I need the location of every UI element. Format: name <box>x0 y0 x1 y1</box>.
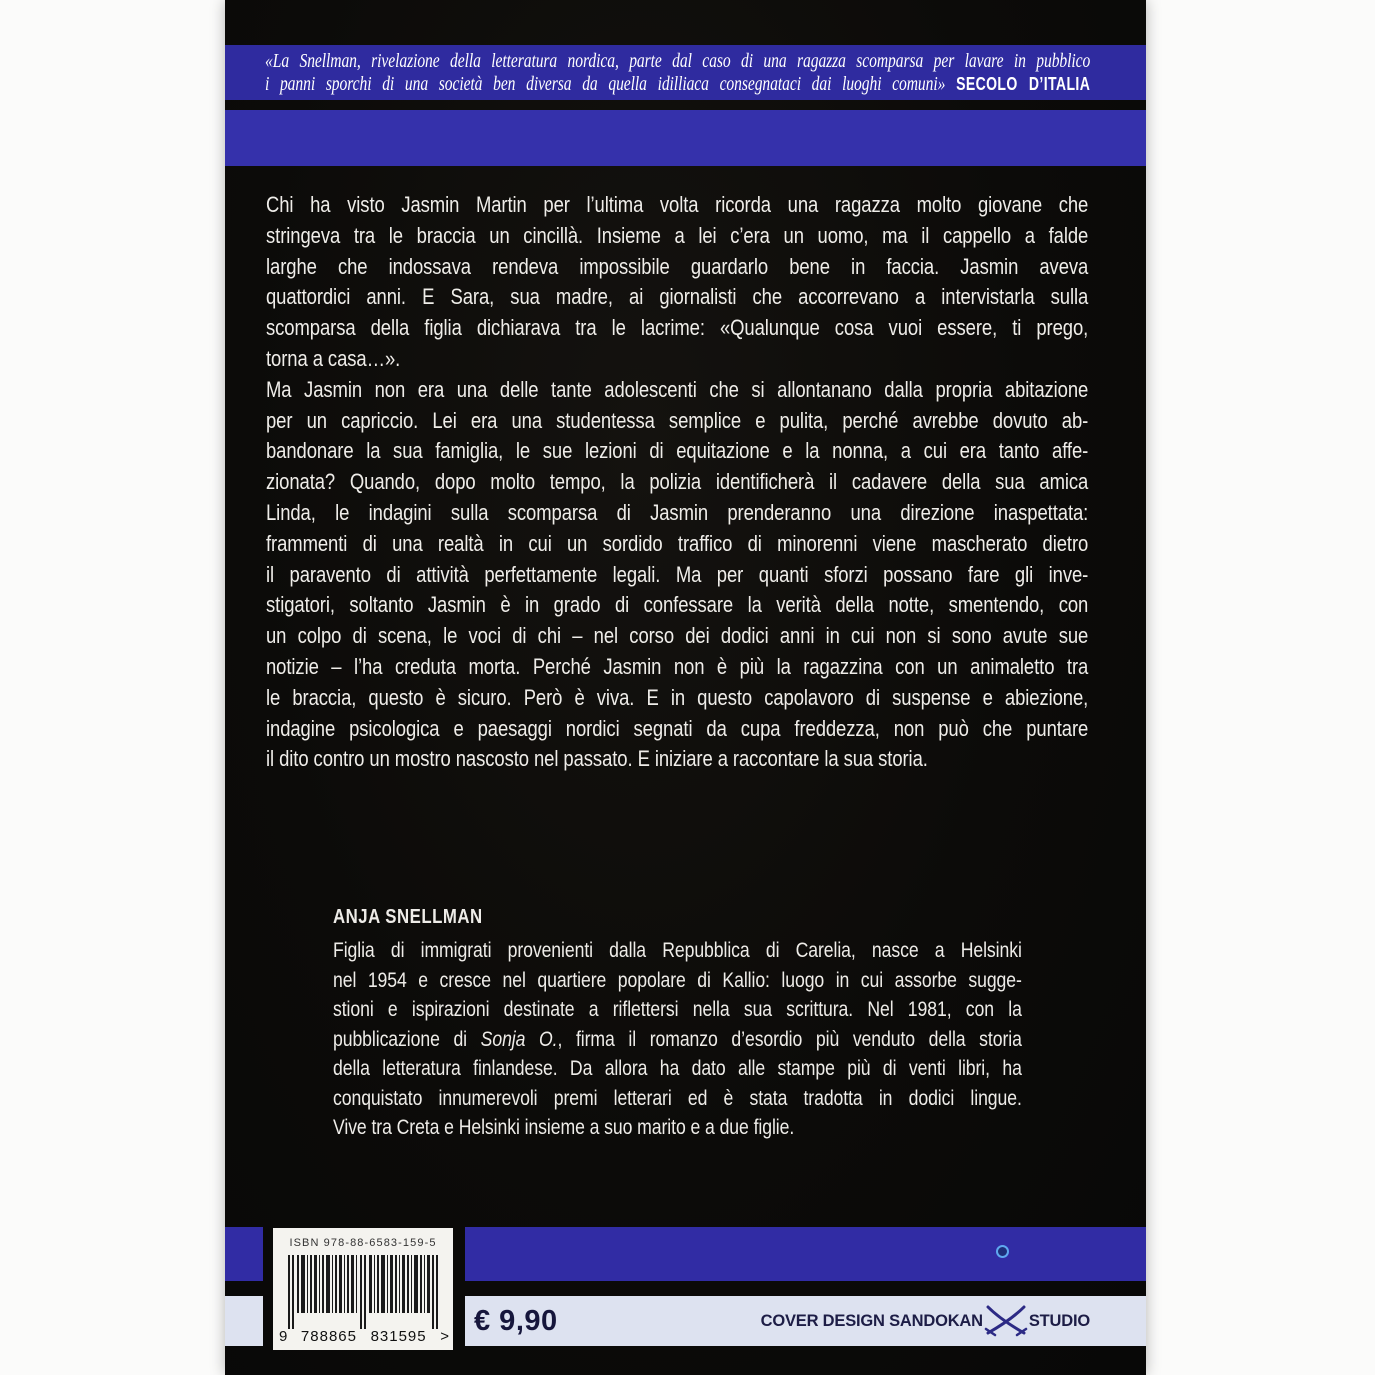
press-quote-banner <box>225 45 1146 100</box>
synopsis-line: quattordici anni. E Sara, sua madre, ai giornalisti che accorrevano a intervistarla sulla <box>266 284 1089 310</box>
press-quote-line-2-text: i panni sporchi di una società ben diversa da quella idilliaca consegnataci dai luoghi comuni» <box>265 73 946 95</box>
bio-line: Vive tra Creta e Helsinki insieme a suo marito e a due figlie. <box>333 1116 795 1139</box>
barcode-end-mark: > <box>440 1327 449 1345</box>
bio-line: della letteratura finlandese. Da allora ha dato alle stampe più di venti libri, ha <box>333 1057 1022 1080</box>
accent-band <box>225 110 1146 166</box>
synopsis-line: stringeva tra le braccia un cincillà. Insieme a lei c’era un uomo, ma il cappello a falde <box>266 222 1089 248</box>
synopsis-line: Chi ha visto Jasmin Martin per l’ultima volta ricorda una ragazza molto giovane che <box>266 192 1089 217</box>
press-quote-text <box>265 50 1090 96</box>
bio-line <box>333 1025 1022 1055</box>
price-label: € 9,90 <box>474 1304 558 1337</box>
synopsis-line: il dito contro un mostro nascosto nel passato. E iniziare a raccontare la sua storia. <box>266 746 928 772</box>
synopsis-line: Linda, le indagini sulla scomparsa di Jasmin prenderanno una direzione inaspettata: <box>266 499 1089 525</box>
synopsis-line: un colpo di scena, le voci di chi – nel corso dei dodici anni in cui non si sono avute sue <box>266 623 1089 649</box>
book-back-cover <box>225 0 1146 1375</box>
synopsis-text <box>266 190 1088 775</box>
barcode-digits <box>279 1327 449 1345</box>
barcode-icon <box>288 1255 438 1331</box>
author-bio <box>333 905 1022 1143</box>
registration-dot <box>996 1245 1009 1258</box>
synopsis-line: torna a casa…». <box>266 345 401 371</box>
synopsis-line: indagine psicologica e paesaggi nordici segnati da cupa freddezza, non può che puntare <box>266 715 1089 741</box>
author-name: ANJA SNELLMAN <box>333 906 483 928</box>
synopsis-line: frammenti di una realtà in cui un sordido traffico di minorenni viene mascherato dietro <box>266 530 1089 556</box>
synopsis-line: zionata? Quando, dopo molto tempo, la polizia identificherà il cadavere della sua amica <box>266 469 1089 495</box>
bio-line4-post: , firma il romanzo d’esordio più venduto della storia <box>557 1027 1022 1051</box>
credit-text-left: COVER DESIGN SANDOKAN <box>760 1311 983 1330</box>
cover-design-credit <box>761 1301 1090 1342</box>
bio-line: nel 1954 e cresce nel quartiere popolare di Kallio: luogo in cui assorbe sugge- <box>333 968 1022 992</box>
light-strip-left <box>225 1296 263 1346</box>
synopsis-line: notizie – l’ha creduta morta. Perché Jasmin non è più la ragazzina con un animaletto tra <box>266 653 1089 679</box>
press-quote-line-1: «La Snellman, rivelazione della letteratura nordica, parte dal caso di una ragazza scomparsa per lavare in pubblico <box>265 50 1091 72</box>
synopsis-line: stigatori, soltanto Jasmin è in grado di confessare la verità della notte, smentendo, con <box>266 592 1089 618</box>
bio-line: Figlia di immigrati provenienti dalla Repubblica di Carelia, nasce a Helsinki <box>333 939 1022 962</box>
barcode-box <box>273 1228 453 1350</box>
bio-line: conquistato innumerevoli premi letterari ed è stata tradotta in dodici lingue. <box>333 1086 1022 1110</box>
synopsis-line: Ma Jasmin non era una delle tante adolescenti che si allontanano dalla propria abitazione <box>266 376 1089 402</box>
bio-line4-book-title: Sonja O. <box>480 1027 558 1051</box>
bio-line: stioni e ispirazioni destinate a riflettersi nella sua scrittura. Nel 1981, con la <box>333 998 1022 1021</box>
crossed-swords-icon <box>984 1303 1028 1344</box>
press-quote-attribution: SECOLO D’ITALIA <box>956 74 1091 94</box>
barcode-digit-lead: 9 <box>279 1327 288 1345</box>
light-strip-right <box>465 1296 1146 1346</box>
bottom-blue-band-left <box>225 1227 263 1281</box>
barcode-group-1: 788865 <box>300 1327 357 1345</box>
synopsis-line: per un capriccio. Lei era una studentessa semplice e pulita, perché avrebbe dovuto ab- <box>266 407 1089 433</box>
bio-line4-pre: pubblicazione di <box>333 1027 481 1051</box>
credit-text-right: STUDIO <box>1028 1311 1090 1330</box>
synopsis-line: il paravento di attività perfettamente legali. Ma per quanti sforzi possano fare gli inve- <box>266 561 1089 587</box>
isbn-label: ISBN 978-88-6583-159-5 <box>289 1237 437 1249</box>
synopsis-line: scomparsa della figlia dichiarava tra le lacrime: «Qualunque cosa vuoi essere, ti prego, <box>266 315 1089 341</box>
bottom-blue-band-right <box>465 1227 1146 1281</box>
press-quote-line-2 <box>265 73 1090 96</box>
barcode-group-2: 831595 <box>370 1327 427 1345</box>
synopsis-line: larghe che indossava rendeva impossibile guardarlo bene in faccia. Jasmin aveva <box>266 253 1089 279</box>
synopsis-line: le braccia, questo è sicuro. Però è viva. E in questo capolavoro di suspense e abiezione, <box>266 684 1089 710</box>
synopsis-line: bandonare la sua famiglia, le sue lezioni di equitazione e la nonna, a cui era tanto affe- <box>266 438 1089 464</box>
